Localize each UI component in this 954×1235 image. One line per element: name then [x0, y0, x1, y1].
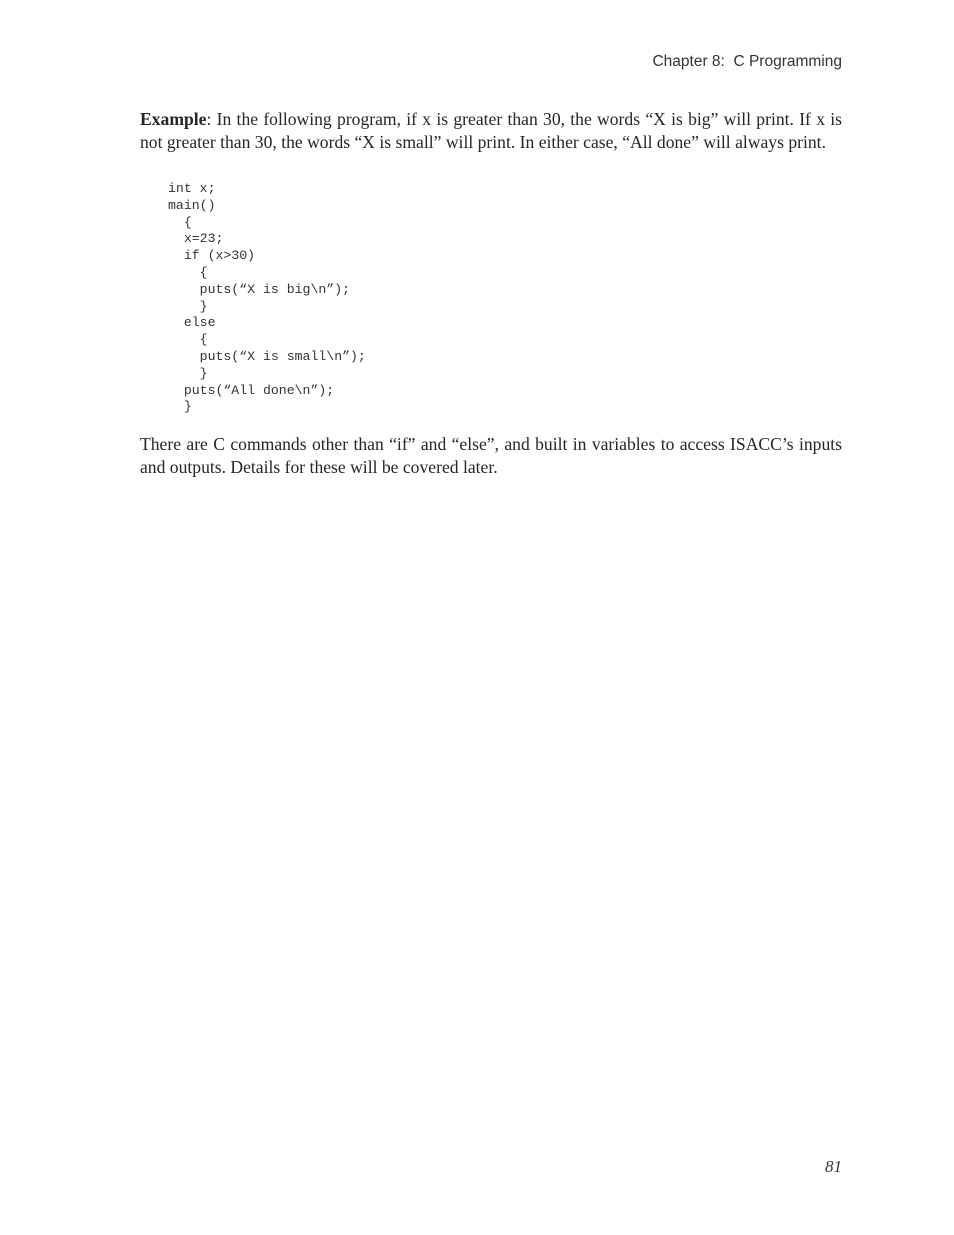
- code-line: }: [168, 298, 208, 314]
- code-line: puts(“X is big\n”);: [168, 281, 351, 297]
- code-line: {: [168, 264, 208, 280]
- code-line: if (x>30): [168, 248, 256, 264]
- page-number: 81: [825, 1157, 842, 1176]
- code-line: else: [168, 315, 216, 331]
- code-line: int x;: [168, 181, 216, 196]
- example-paragraph-text: : In the following program, if x is greater than 30, the words “X is big” will print. If x is not greater than 30, the words “X is small” will print. In either case, “All done” will always print.: [140, 109, 842, 152]
- closing-paragraph: There are C commands other than “if” and “else”, and built in variables to access ISACC’s inputs and outputs. Details for these will be covered later.: [140, 434, 842, 477]
- example-lead-in: Example: [140, 109, 207, 129]
- code-line: }: [168, 399, 192, 415]
- code-line: puts(“All done\n”);: [168, 382, 335, 398]
- code-line: {: [168, 214, 192, 230]
- code-listing: [168, 181, 366, 416]
- code-line: }: [168, 365, 208, 381]
- code-line: main(): [168, 197, 216, 213]
- running-header: Chapter 8: C Programming: [652, 53, 842, 70]
- code-line: {: [168, 332, 208, 348]
- code-line: puts(“X is small\n”);: [168, 348, 366, 364]
- example-paragraph: [140, 108, 842, 154]
- code-line: x=23;: [168, 231, 224, 247]
